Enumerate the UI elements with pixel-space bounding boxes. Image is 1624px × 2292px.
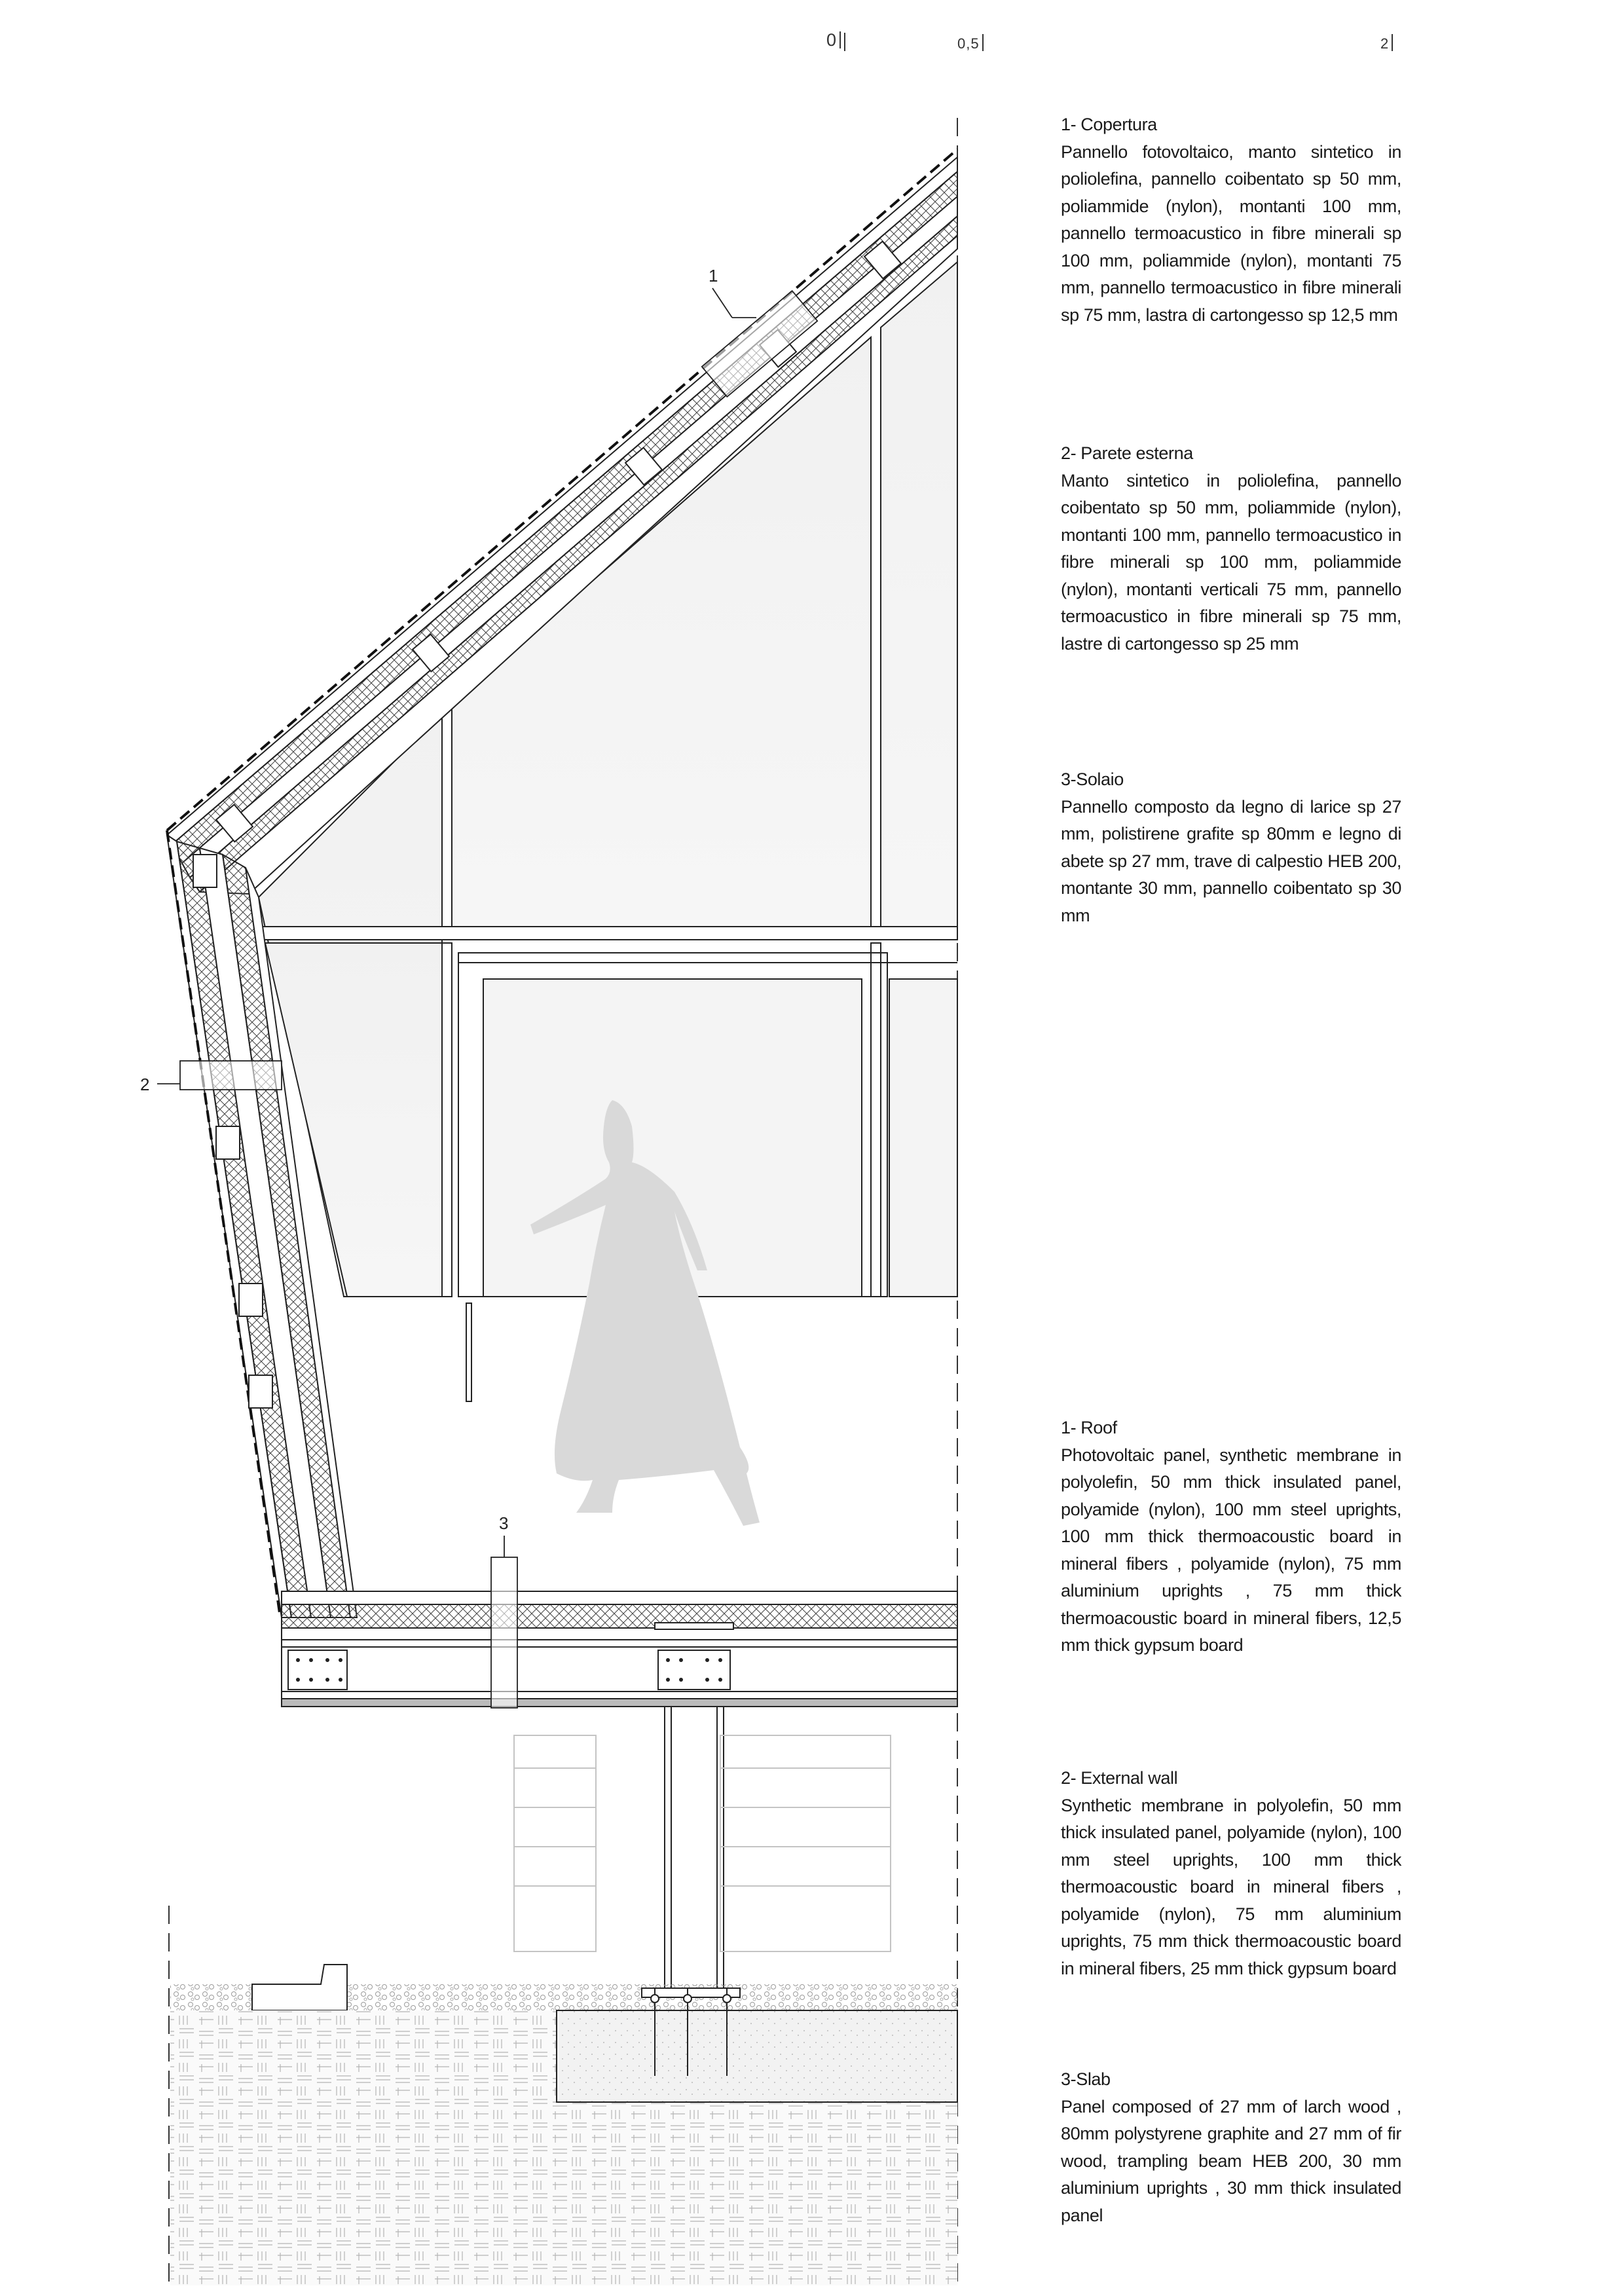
callout-3-number: 3 xyxy=(499,1513,509,1533)
legend-it-3 xyxy=(1061,766,1401,929)
door-handle xyxy=(466,1303,471,1401)
legend-title: 2- Parete esterna xyxy=(1061,443,1193,463)
right-glazing xyxy=(889,979,957,1297)
scale-label-0-5: 0,5 xyxy=(957,34,984,52)
legend-body: Photovoltaic panel, synthetic membrane in polyolefin, 50 mm thick insulated panel, polyamide (nylon), 100 mm steel uprights, 100 mm thick thermoacoustic board in mineral fibers , polyamide (nylon), 75 mm aluminium uprights , 75 mm thick thermoacoustic board in mineral fibers, 12,5 mm thick gypsum board xyxy=(1061,1445,1401,1655)
steel-column xyxy=(665,1707,724,1988)
concrete-footing xyxy=(557,2010,957,2102)
legend-en-3 xyxy=(1061,2066,1401,2229)
legend-body: Synthetic membrane in polyolefin, 50 mm thick insulated panel, polyamide (nylon), 100 mm steel uprights, 100 mm thick thermoacoustic board in mineral fibers , polyamide (nylon), 75 mm aluminium uprights, 75 mm thick thermoacoustic board in mineral fibers, 25 mm thick gypsum board xyxy=(1061,1795,1401,1978)
legend-it-1 xyxy=(1061,111,1401,329)
legend-title: 1- Roof xyxy=(1061,1418,1117,1437)
legend-body: Panel composed of 27 mm of larch wood , 80mm polystyrene graphite and 27 mm of fir wood, trampling beam HEB 200, 30 mm aluminium uprights , 30 mm thick insulated panel xyxy=(1061,2096,1401,2225)
callout-3 xyxy=(491,1536,517,1708)
scale-label-0: 0 xyxy=(826,30,841,50)
heb-beam xyxy=(282,1640,957,1699)
legend-title: 3-Solaio xyxy=(1061,769,1124,789)
ground xyxy=(170,1965,957,2285)
legend-it-2 xyxy=(1061,440,1401,657)
legend-body: Pannello fotovoltaico, manto sintetico in poliolefina, pannello coibentato sp 50 mm, poliammide (nylon), montanti 100 mm, pannello termoacustico in fibre minerali sp 100 mm, poliammide (nylon), montanti 75 mm, pannello termoacustico in fibre minerali sp 75 mm, lastra di cartongesso sp 12,5 mm xyxy=(1061,141,1401,325)
callout-2 xyxy=(157,1061,282,1090)
callout-1-number: 1 xyxy=(709,266,718,286)
legend-body: Manto sintetico in poliolefina, pannello coibentato sp 50 mm, poliammide (nylon), montanti 100 mm, pannello termoacustico in fibre minerali sp 100 mm, poliammide (nylon), montanti verticali 75 mm, pannello termoacustico in fibre minerali sp 75 mm, lastre di cartongesso sp 25 mm xyxy=(1061,470,1401,654)
scale-label-2: 2 xyxy=(1380,34,1393,52)
callout-2-number: 2 xyxy=(140,1075,150,1094)
legend-title: 3-Slab xyxy=(1061,2069,1111,2089)
floor-slab xyxy=(282,1591,957,1707)
legend-title: 2- External wall xyxy=(1061,1768,1178,1788)
legend-en-2 xyxy=(1061,1765,1401,1982)
legend-en-1 xyxy=(1061,1414,1401,1659)
legend-body: Pannello composto da legno di larice sp 27 mm, polistirene grafite sp 80mm e legno di abete sp 27 mm, trave di calpestio HEB 200, montante 30 mm, pannello coibentato sp 30 mm xyxy=(1061,796,1401,925)
legend-title: 1- Copertura xyxy=(1061,115,1157,134)
